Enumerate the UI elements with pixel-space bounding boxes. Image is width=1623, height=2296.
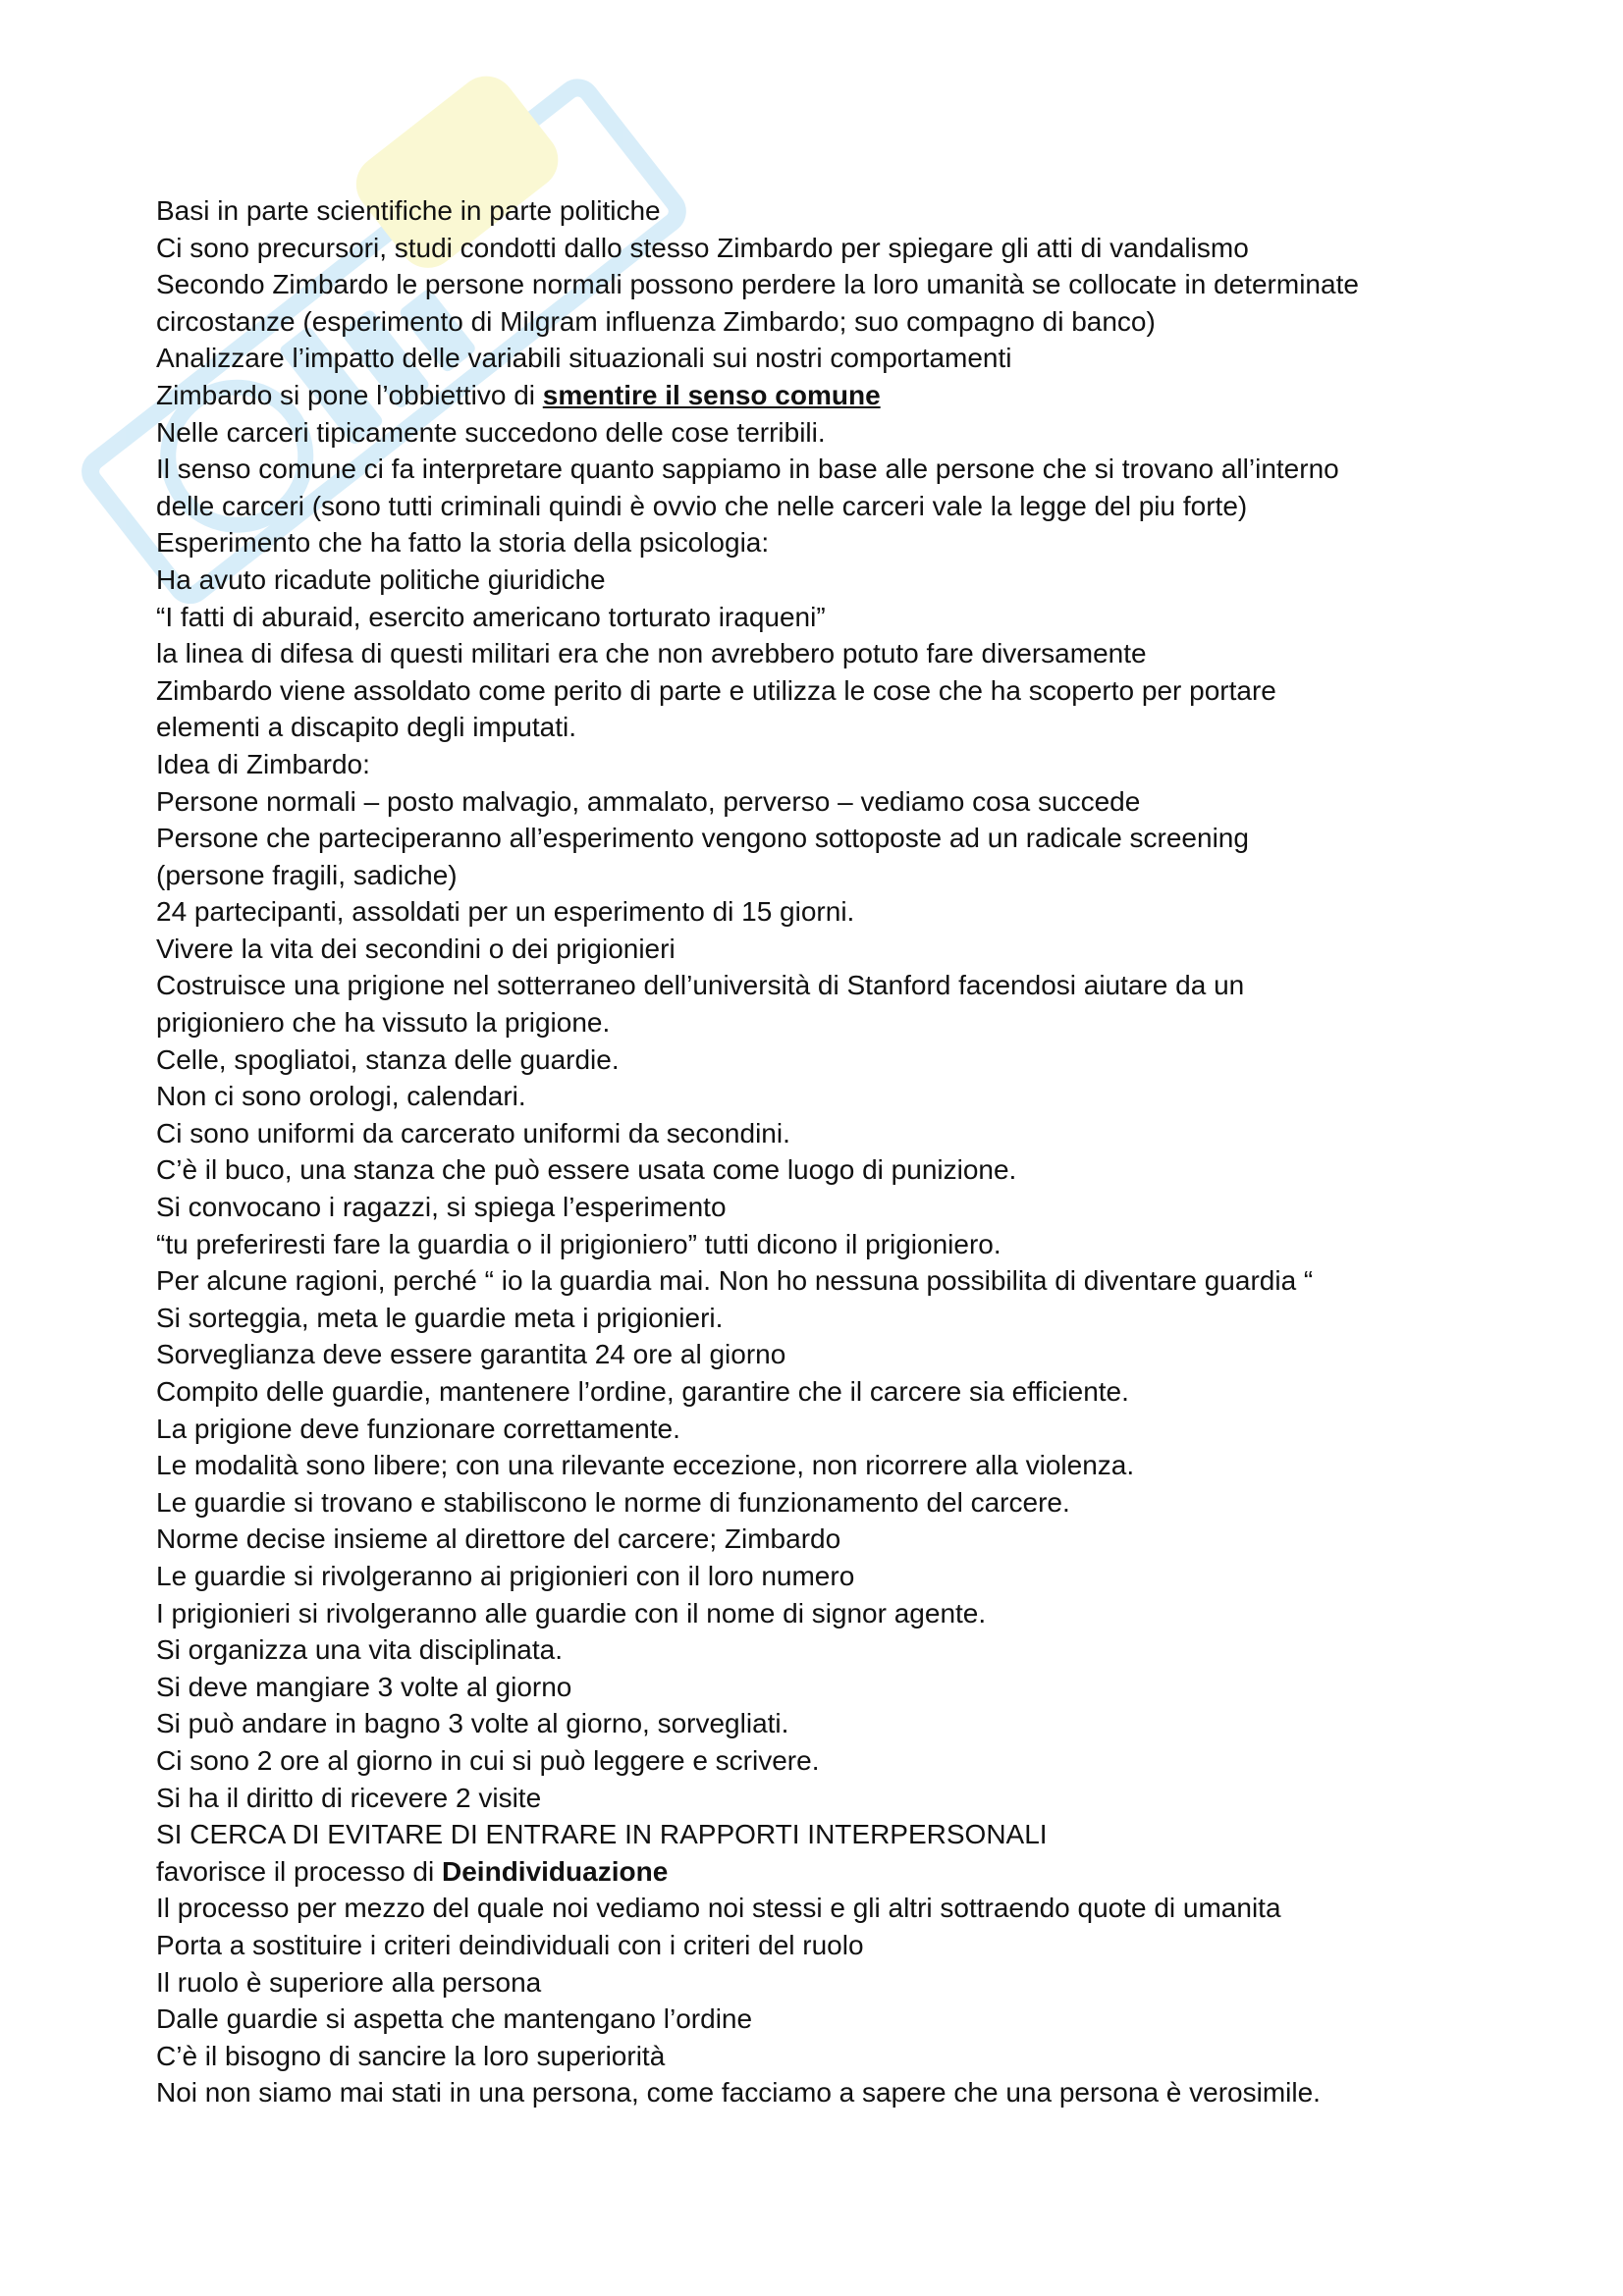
- text-line: [156, 451, 1531, 488]
- text-line: [156, 1484, 1531, 1522]
- text-line: [156, 1226, 1531, 1263]
- text-line-content: Il ruolo è superiore alla persona: [156, 1966, 542, 1998]
- text-line-content: Costruisce una prigione nel sotterraneo dell’università di Stanford facendosi aiutare da un: [156, 970, 1245, 1001]
- text-line-content: Si può andare in bagno 3 volte al giorno, sorvegliati.: [156, 1708, 789, 1739]
- text-line-content: Le guardie si trovano e stabiliscono le norme di funzionamento del carcere.: [156, 1486, 1070, 1518]
- text-line-content: Le modalità sono libere; con una rilevante eccezione, non ricorrere alla violenza.: [156, 1450, 1135, 1481]
- text-line: [156, 340, 1531, 377]
- text-line-content: Per alcune ragioni, perché “ io la guardia mai. Non ho nessuna possibilita di diventare guardia “: [156, 1265, 1314, 1297]
- text-line-content: prigioniero che ha vissuto la prigione.: [156, 1007, 611, 1039]
- text-line: [156, 1890, 1531, 1927]
- text-line-content: Norme decise insieme al direttore del carcere; Zimbardo: [156, 1523, 841, 1555]
- document-body: [156, 192, 1531, 2111]
- text-line-content: Dalle guardie si aspetta che mantengano l’ordine: [156, 2003, 753, 2035]
- text-line: [156, 1595, 1531, 1632]
- text-line: [156, 1078, 1531, 1115]
- text-line: [156, 377, 1531, 414]
- text-line-content: Non ci sono orologi, calendari.: [156, 1081, 526, 1112]
- text-line: [156, 967, 1531, 1004]
- text-line: [156, 1115, 1531, 1152]
- text-line-content: Persone normali – posto malvagio, ammalato, perverso – vediamo cosa succede: [156, 785, 1141, 817]
- text-line-content: Si ha il diritto di ricevere 2 visite: [156, 1782, 542, 1813]
- text-line-content: Nelle carceri tipicamente succedono delle cose terribili.: [156, 416, 826, 448]
- text-line-content: La prigione deve funzionare correttamente.: [156, 1413, 680, 1444]
- text-line-content: Zimbardo viene assoldato come perito di parte e utilizza le cose che ha scoperto per portare: [156, 674, 1276, 706]
- text-line: [156, 414, 1531, 452]
- text-line: [156, 1742, 1531, 1780]
- text-line: [156, 931, 1531, 968]
- text-line: [156, 1300, 1531, 1337]
- text-line-content: Compito delle guardie, mantenere l’ordine, garantire che il carcere sia efficiente.: [156, 1376, 1129, 1407]
- text-line: [156, 820, 1531, 857]
- text-line-content: Il processo per mezzo del quale noi vediamo noi stessi e gli altri sottraendo quote di umanita: [156, 1893, 1281, 1924]
- text-line: [156, 857, 1531, 894]
- text-line: [156, 561, 1531, 599]
- text-line-content: Si sorteggia, meta le guardie meta i prigionieri.: [156, 1302, 724, 1333]
- text-line: [156, 1853, 1531, 1891]
- text-line-content: C’è il buco, una stanza che può essere usata come luogo di punizione.: [156, 1154, 1017, 1186]
- text-line: [156, 709, 1531, 746]
- text-line-content: Vivere la vita dei secondini o dei prigionieri: [156, 933, 676, 964]
- text-line-content: favorisce il processo di: [156, 1855, 443, 1887]
- text-line: [156, 1041, 1531, 1079]
- text-line: [156, 2001, 1531, 2038]
- text-line-content: Si deve mangiare 3 volte al giorno: [156, 1671, 572, 1702]
- text-line-content: Si organizza una vita disciplinata.: [156, 1634, 564, 1666]
- text-line-content: circostanze (esperimento di Milgram influenza Zimbardo; suo compagno di banco): [156, 305, 1156, 337]
- text-line: [156, 1669, 1531, 1706]
- text-line: [156, 672, 1531, 710]
- text-line-content: elementi a discapito degli imputati.: [156, 712, 577, 743]
- text-line-content: Ha avuto ricadute politiche giuridiche: [156, 563, 606, 595]
- text-line: [156, 266, 1531, 303]
- text-line: [156, 1816, 1531, 1853]
- text-line: [156, 746, 1531, 783]
- text-line: [156, 1780, 1531, 1817]
- text-line: [156, 1373, 1531, 1411]
- emphasized-term: smentire il senso comune: [542, 379, 881, 410]
- text-line-content: “tu preferiresti fare la guardia o il prigioniero” tutti dicono il prigioniero.: [156, 1228, 1001, 1259]
- text-line-content: Ci sono precursori, studi condotti dallo stesso Zimbardo per spiegare gli atti di vandalismo: [156, 232, 1249, 263]
- text-line-content: delle carceri (sono tutti criminali quindi è ovvio che nelle carceri vale la legge del piu forte): [156, 490, 1248, 521]
- text-line: [156, 635, 1531, 672]
- text-line: [156, 1411, 1531, 1448]
- text-line: [156, 2074, 1531, 2111]
- text-line: [156, 303, 1531, 341]
- text-line-content: Persone che parteciperanno all’esperimento vengono sottoposte ad un radicale screening: [156, 823, 1249, 854]
- text-line: [156, 192, 1531, 230]
- text-line: [156, 1151, 1531, 1189]
- text-line-content: Sorveglianza deve essere garantita 24 ore al giorno: [156, 1339, 786, 1370]
- text-line: [156, 1964, 1531, 2002]
- text-line: [156, 2038, 1531, 2075]
- text-line-content: “I fatti di aburaid, esercito americano torturato iraqueni”: [156, 601, 826, 632]
- text-line-content: Celle, spogliatoi, stanza delle guardie.: [156, 1043, 620, 1075]
- text-line: [156, 1004, 1531, 1041]
- text-line-content: la linea di difesa di questi militari era che non avrebbero potuto fare diversamente: [156, 638, 1147, 669]
- text-line-content: Analizzare l’impatto delle variabili situazionali sui nostri comportamenti: [156, 343, 1012, 374]
- text-line: [156, 599, 1531, 636]
- text-line: [156, 1262, 1531, 1300]
- text-line-content: Noi non siamo mai stati in una persona, come facciamo a sapere che una persona è verosimile.: [156, 2077, 1321, 2109]
- text-line: [156, 488, 1531, 525]
- text-line-content: Il senso comune ci fa interpretare quanto sappiamo in base alle persone che si trovano all’interno: [156, 454, 1339, 485]
- text-line-content: Idea di Zimbardo:: [156, 748, 370, 779]
- text-line-content: Ci sono 2 ore al giorno in cui si può leggere e scrivere.: [156, 1744, 820, 1776]
- text-line-content: (persone fragili, sadiche): [156, 859, 458, 890]
- text-line: [156, 1927, 1531, 1964]
- text-line-content: Esperimento che ha fatto la storia della psicologia:: [156, 527, 770, 559]
- text-line-content: Basi in parte scientifiche in parte politiche: [156, 195, 661, 226]
- text-line: [156, 1705, 1531, 1742]
- text-line: [156, 1521, 1531, 1558]
- text-line: [156, 1336, 1531, 1373]
- text-line: [156, 893, 1531, 931]
- text-line: [156, 1631, 1531, 1669]
- text-line-content: Secondo Zimbardo le persone normali possono perdere la loro umanità se collocate in determinate: [156, 269, 1359, 300]
- text-line-content: SI CERCA DI EVITARE DI ENTRARE IN RAPPORTI INTERPERSONALI: [156, 1819, 1048, 1850]
- text-line: [156, 1189, 1531, 1226]
- text-line: [156, 230, 1531, 267]
- text-line: [156, 1558, 1531, 1595]
- text-line: [156, 524, 1531, 561]
- text-line-content: Le guardie si rivolgeranno ai prigionieri con il loro numero: [156, 1560, 855, 1591]
- text-line-content: 24 partecipanti, assoldati per un esperimento di 15 giorni.: [156, 896, 855, 928]
- text-line-content: Porta a sostituire i criteri deindividuali con i criteri del ruolo: [156, 1929, 864, 1960]
- text-line: [156, 783, 1531, 821]
- text-line: [156, 1447, 1531, 1484]
- text-line-content: Ci sono uniformi da carcerato uniformi da secondini.: [156, 1117, 790, 1148]
- text-line-content: Zimbardo si pone l’obbiettivo di: [156, 379, 543, 410]
- text-line-content: C’è il bisogno di sancire la loro superiorità: [156, 2040, 666, 2071]
- emphasized-term: Deindividuazione: [442, 1855, 669, 1887]
- text-line-content: I prigionieri si rivolgeranno alle guardie con il nome di signor agente.: [156, 1597, 987, 1629]
- text-line-content: Si convocano i ragazzi, si spiega l’esperimento: [156, 1192, 727, 1223]
